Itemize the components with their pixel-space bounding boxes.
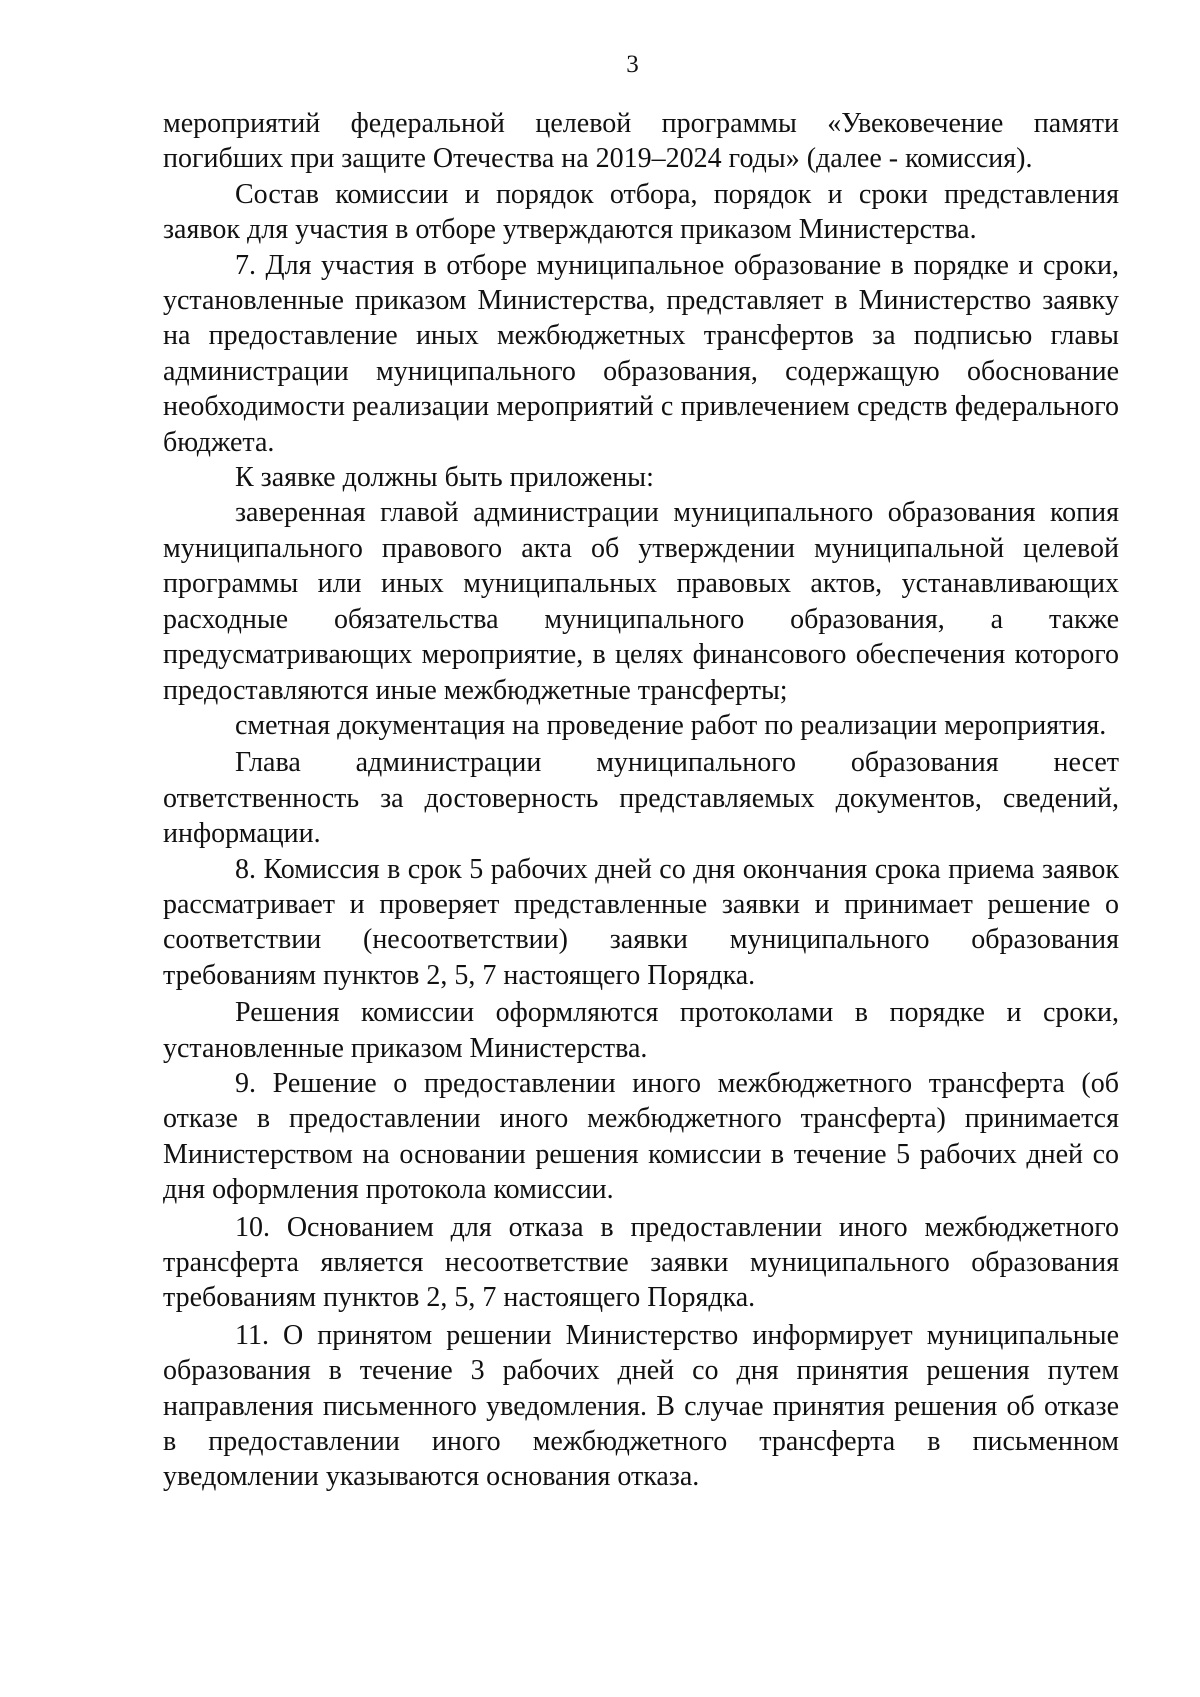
paragraph-attachment-estimate: сметная документация на проведение работ по реализации мероприятия. — [235, 709, 1107, 741]
paragraph-item-7: 7. Для участия в отборе муниципальное образование в порядке и сроки, установленные приказом Министерства, представляет в Министерство заявку на предоставление иных межбюджетных трансфертов за подписью главы администрации муниципального образования, содержащую обоснование необходимости реализации мероприятий с привлечением средств федерального бюджета. — [163, 249, 1119, 458]
paragraph-item-11: 11. О принятом решении Министерство информирует муниципальные образования в течение 3 рабочих дней со дня принятия решения путем направления письменного уведомления. В случае принятия решения об отказе в предоставлении иного межбюджетного трансферта в письменном уведомлении указываются основания отказа. — [163, 1319, 1119, 1493]
paragraph-commission-decisions: Решения комиссии оформляются протоколами в порядке и сроки, установленные приказом Министерства. — [163, 997, 1119, 1064]
paragraph-responsibility: Глава администрации муниципального образования несет ответственность за достоверность представляемых документов, сведений, информации. — [163, 747, 1119, 850]
paragraph-attachment-certified-copy: заверенная главой администрации муниципального образования копия муниципального правового акта об утверждении муниципальной целевой программы или иных муниципальных правовых актов, устанавливающих расходные обязательства муниципального образования, а также предусматривающих мероприятие, в целях финансового обеспечения которого предоставляются иные межбюджетные трансферты; — [163, 497, 1119, 706]
paragraph-continuation: мероприятий федеральной целевой программы «Увековечение памяти погибших при защите Отечества на 2019–2024 годы» (далее - комиссия). — [163, 108, 1119, 175]
paragraph-attachments-intro: К заявке должны быть приложены: — [235, 462, 654, 494]
paragraph-item-8: 8. Комиссия в срок 5 рабочих дней со дня окончания срока приема заявок рассматривает и проверяет представленные заявки и принимает решение о соответствии (несоответствии) заявки муниципального образования требованиям пунктов 2, 5, 7 настоящего Порядка. — [163, 853, 1119, 991]
paragraph-commission-composition: Состав комиссии и порядок отбора, порядок и сроки представления заявок для участия в отборе утверждаются приказом Министерства. — [163, 178, 1119, 246]
document-body — [163, 106, 1119, 1495]
paragraph-item-9: 9. Решение о предоставлении иного межбюджетного трансферта (об отказе в предоставлении иного межбюджетного трансферта) принимается Министерством на основании решения комиссии в течение 5 рабочих дней со дня оформления протокола комиссии. — [163, 1067, 1119, 1206]
paragraph-item-10: 10. Основанием для отказа в предоставлении иного межбюджетного трансферта является несоответствие заявки муниципального образования требованиям пунктов 2, 5, 7 настоящего Порядка. — [163, 1211, 1119, 1314]
page-number: 3 — [626, 51, 639, 78]
